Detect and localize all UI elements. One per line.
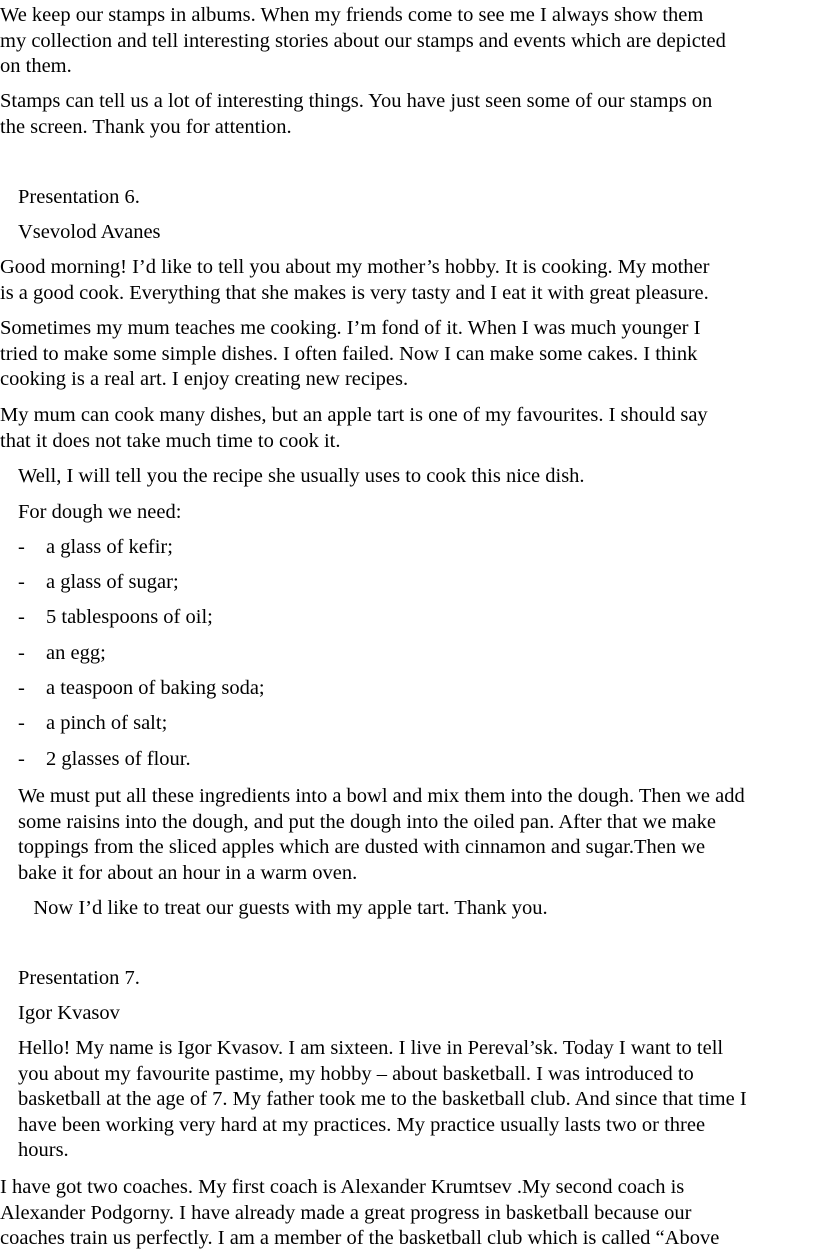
ingredient-text: a glass of sugar; [46,571,179,593]
author-name: Vsevolod Avanes [18,221,161,243]
text-line: my collection and tell interesting stories about our stamps and events which are depicted [0,29,726,52]
text-line: some raisins into the dough, and put the dough into the oiled pan. After that we make [18,810,717,833]
text-line: the screen. Thank you for attention. [0,115,292,138]
text-line: toppings from the sliced apples which are dusted with cinnamon and sugar.Then we [18,836,706,858]
dough-heading: For dough we need: [18,501,182,523]
text-line: My mum can cook many dishes, but an apple tart is one of my favourites. I should say [0,404,708,426]
text-line: Good morning! I’d like to tell you about my mother’s hobby. It is cooking. My mother [0,256,710,278]
bullet-dash: - [18,677,25,699]
closing-line: Now I’d like to treat our guests with my apple tart. Thank you. [18,897,548,919]
text-line: have been working very hard at my practices. My practice usually lasts two or three [18,1113,706,1136]
basketball-paragraph-2 [0,1175,719,1252]
section-heading: Presentation 6. [18,186,140,208]
bullet-dash: - [18,571,25,593]
ingredient-text: 5 tablespoons of oil; [46,606,213,628]
text-line: basketball at the age of 7. My father took me to the basketball club. And since that time I [18,1088,747,1110]
ingredient-text: a glass of kefir; [46,536,173,558]
text-line: cooking is a real art. I enjoy creating new recipes. [0,368,409,390]
text-line: I have got two coaches. My first coach is Alexander Krumtsev .My second coach is [0,1176,685,1198]
cooking-paragraph-2 [0,316,700,393]
bullet-dash: - [18,642,25,664]
text-line: Alexander Podgorny. I have already made a great progress in basketball because our [0,1201,692,1224]
author-name: Igor Kvasov [18,1002,120,1024]
text-line: on them. [0,55,72,77]
text-line: Sometimes my mum teaches me cooking. I’m fond of it. When I was much younger I [0,317,701,339]
cooking-paragraph-3 [0,403,708,454]
method-paragraph [18,784,745,886]
text-line: you about my favourite pastime, my hobby – about basketball. I was introduced to [18,1062,694,1085]
bullet-dash: - [18,606,25,628]
text-line: Hello! My name is Igor Kvasov. I am sixteen. I live in Pereval’sk. Today I want to tell [18,1037,724,1059]
bullet-dash: - [18,748,25,770]
ingredient-text: an egg; [46,642,106,664]
text-line: Stamps can tell us a lot of interesting things. You have just seen some of our stamps on [0,90,713,112]
cooking-paragraph-1 [0,255,709,306]
text-line: We keep our stamps in albums. When my friends come to see me I always show them [0,4,704,26]
ingredient-text: a pinch of salt; [46,712,168,734]
ingredient-text: a teaspoon of baking soda; [46,677,265,699]
stamps-paragraph-2 [0,89,712,140]
text-line: tried to make some simple dishes. I often failed. Now I can make some cakes. I think [0,342,698,365]
bullet-dash: - [18,712,25,734]
recipe-intro: Well, I will tell you the recipe she usually uses to cook this nice dish. [18,465,585,487]
text-line: bake it for about an hour in a warm oven. [18,861,358,884]
text-line: that it does not take much time to cook it. [0,429,341,452]
ingredient-text: 2 glasses of flour. [46,748,191,770]
bullet-dash: - [18,536,25,558]
text-line: hours. [18,1139,69,1161]
text-line: We must put all these ingredients into a bowl and mix them into the dough. Then we add [18,785,745,807]
section-heading: Presentation 7. [18,967,140,989]
text-line: is a good cook. Everything that she makes is very tasty and I eat it with great pleasure. [0,281,709,304]
stamps-paragraph-1 [0,3,726,80]
basketball-paragraph-1 [18,1036,747,1164]
text-line: coaches train us perfectly. I am a member of the basketball club which is called “Above [0,1227,720,1249]
